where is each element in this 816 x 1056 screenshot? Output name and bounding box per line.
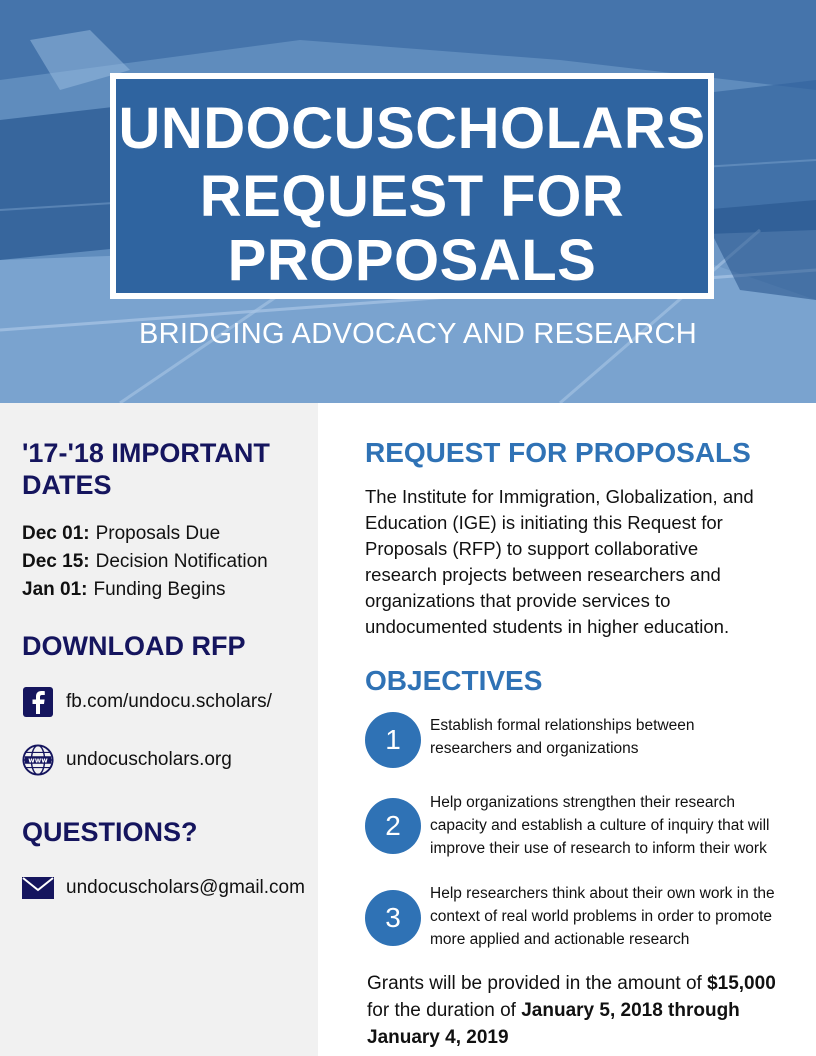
website-link-text: undocuscholars.org [66, 749, 232, 770]
grant-middle: for the duration of [367, 1000, 522, 1021]
page-title-line-3: PROPOSALS [227, 228, 597, 293]
envelope-icon [22, 872, 54, 904]
date-row [22, 551, 268, 573]
date-label: Decision Notification [95, 551, 268, 572]
page-title-line-2: REQUEST FOR [199, 164, 625, 229]
date-label: Funding Begins [93, 579, 226, 600]
page-subtitle: BRIDGING ADVOCACY AND RESEARCH [139, 318, 697, 350]
rfp-heading: REQUEST FOR PROPOSALS [365, 437, 751, 468]
sidebar [0, 403, 318, 1056]
date-row [22, 579, 226, 601]
title-box [110, 73, 714, 299]
important-dates-heading: '17-'18 IMPORTANT DATES [22, 438, 270, 500]
objective-text: Establish formal relationships between researchers and organizations [430, 717, 695, 757]
download-rfp-heading: DOWNLOAD RFP [22, 631, 246, 661]
page-title-line-1: UNDOCUSCHOLARS [118, 96, 706, 161]
facebook-icon [22, 686, 54, 718]
questions-heading: QUESTIONS? [22, 817, 198, 847]
objective-number-badge: 2 [365, 798, 421, 854]
facebook-link[interactable] [22, 686, 272, 718]
hero-banner [0, 0, 816, 403]
date-row [22, 523, 220, 545]
globe-www-icon [22, 744, 54, 776]
svg-text:www: www [28, 755, 48, 765]
objective-number-badge: 1 [365, 712, 421, 768]
website-link[interactable] [22, 744, 232, 776]
date-label: Proposals Due [95, 523, 221, 544]
objective-number-badge: 3 [365, 890, 421, 946]
intro-paragraph: The Institute for Immigration, Globalization, and Education (IGE) is initiating this Request for Proposals (RFP) to support collaborative research projects between researchers and organizations that provide services to undocumented students in higher education. [365, 486, 754, 637]
facebook-link-text: fb.com/undocu.scholars/ [66, 691, 272, 712]
date-value: Dec 15: [22, 551, 90, 572]
email-link[interactable] [22, 872, 305, 904]
grant-statement [367, 970, 787, 1051]
objective-text: Help researchers think about their own work in the context of real world problems in order to promote more applied and actionable research [430, 885, 775, 948]
grant-prefix: Grants will be provided in the amount of [367, 973, 708, 994]
objective-text: Help organizations strengthen their research capacity and establish a culture of inquiry that will improve their use of research to inform their work [430, 794, 770, 857]
grant-period: January 5, 2018 through January 4, 2019 [367, 1000, 740, 1048]
grant-amount: $15,000 [707, 973, 776, 994]
email-link-text: undocuscholars@gmail.com [66, 877, 305, 898]
date-value: Jan 01: [22, 579, 88, 600]
date-value: Dec 01: [22, 523, 90, 544]
objectives-heading: OBJECTIVES [365, 665, 543, 696]
